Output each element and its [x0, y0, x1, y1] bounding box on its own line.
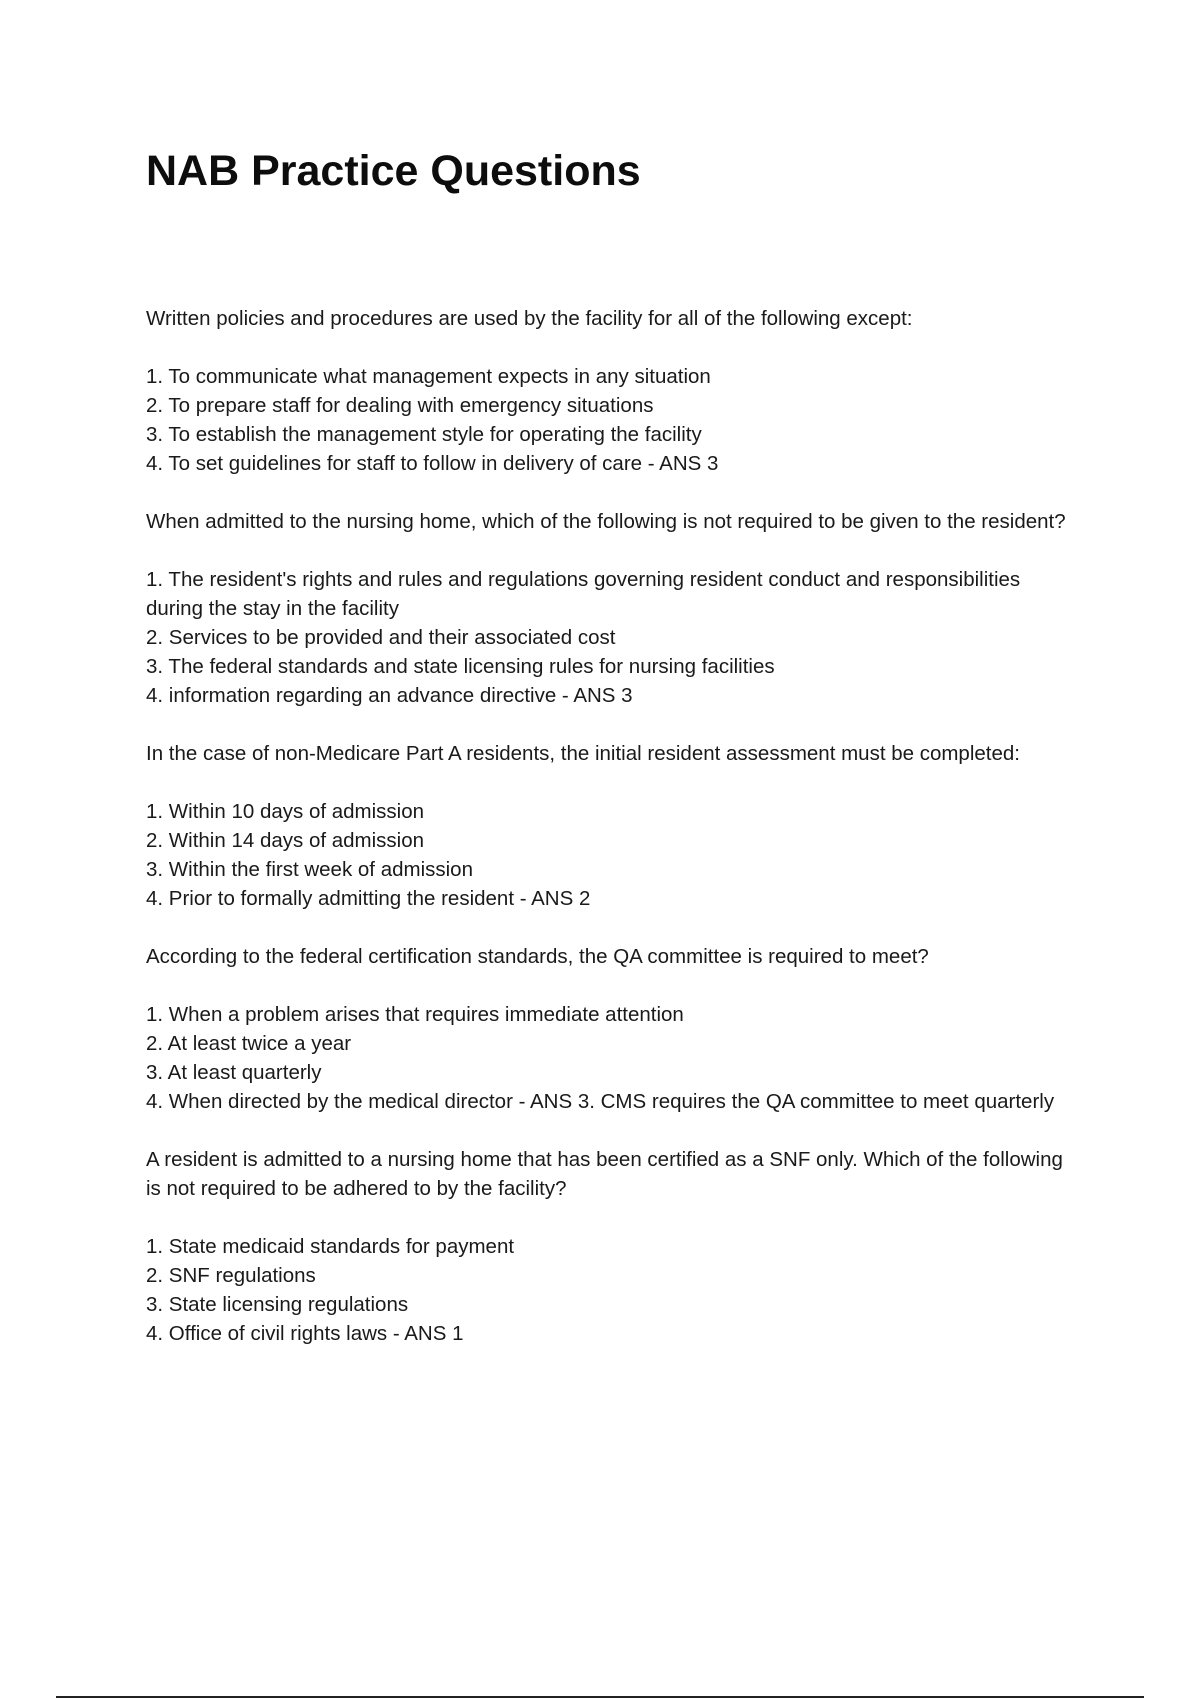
question-3 — [146, 739, 1066, 913]
answer-option: 4. When directed by the medical director - ANS 3. CMS requires the QA committee to meet quarterly — [146, 1090, 1055, 1113]
answer-option: 3. State licensing regulations — [146, 1293, 409, 1316]
answer-option: 1. When a problem arises that requires immediate attention — [146, 1003, 684, 1026]
answer-option: 1. State medicaid standards for payment — [146, 1235, 515, 1258]
question-text: According to the federal certification standards, the QA committee is required to meet? — [146, 945, 929, 968]
answer-option: 4. Office of civil rights laws - ANS 1 — [146, 1322, 464, 1345]
question-text: In the case of non-Medicare Part A residents, the initial resident assessment must be completed: — [146, 742, 1020, 765]
answer-option: 3. Within the first week of admission — [146, 858, 473, 881]
question-5 — [146, 1145, 1066, 1348]
answer-option: 2. To prepare staff for dealing with emergency situations — [146, 394, 654, 417]
answer-option: 4. To set guidelines for staff to follow in delivery of care - ANS 3 — [146, 452, 719, 475]
answer-option: 1. The resident's rights and rules and regulations governing resident conduct and responsibilities during the stay in the facility — [146, 568, 1021, 620]
footer-divider — [56, 1696, 1144, 1698]
answer-option: 4. Prior to formally admitting the resident - ANS 2 — [146, 887, 591, 910]
answer-option: 4. information regarding an advance directive - ANS 3 — [146, 684, 633, 707]
question-text: When admitted to the nursing home, which of the following is not required to be given to the resident? — [146, 510, 1066, 533]
answer-option: 2. At least twice a year — [146, 1032, 352, 1055]
question-text: Written policies and procedures are used by the facility for all of the following except: — [146, 307, 913, 330]
answer-option: 3. To establish the management style for operating the facility — [146, 423, 702, 446]
question-2 — [146, 507, 1066, 710]
answer-option: 2. Services to be provided and their associated cost — [146, 626, 616, 649]
answer-option: 3. The federal standards and state licensing rules for nursing facilities — [146, 655, 775, 678]
answer-option: 2. Within 14 days of admission — [146, 829, 425, 852]
question-text: A resident is admitted to a nursing home that has been certified as a SNF only. Which of the following is not required to be adhered to by the facility? — [146, 1148, 1063, 1200]
answer-option: 1. To communicate what management expects in any situation — [146, 365, 711, 388]
questions-list — [146, 304, 1066, 1377]
answer-option: 3. At least quarterly — [146, 1061, 322, 1084]
question-1 — [146, 304, 1066, 478]
question-4 — [146, 942, 1066, 1116]
answer-option: 1. Within 10 days of admission — [146, 800, 425, 823]
page-title: NAB Practice Questions — [146, 147, 641, 195]
answer-option: 2. SNF regulations — [146, 1264, 316, 1287]
